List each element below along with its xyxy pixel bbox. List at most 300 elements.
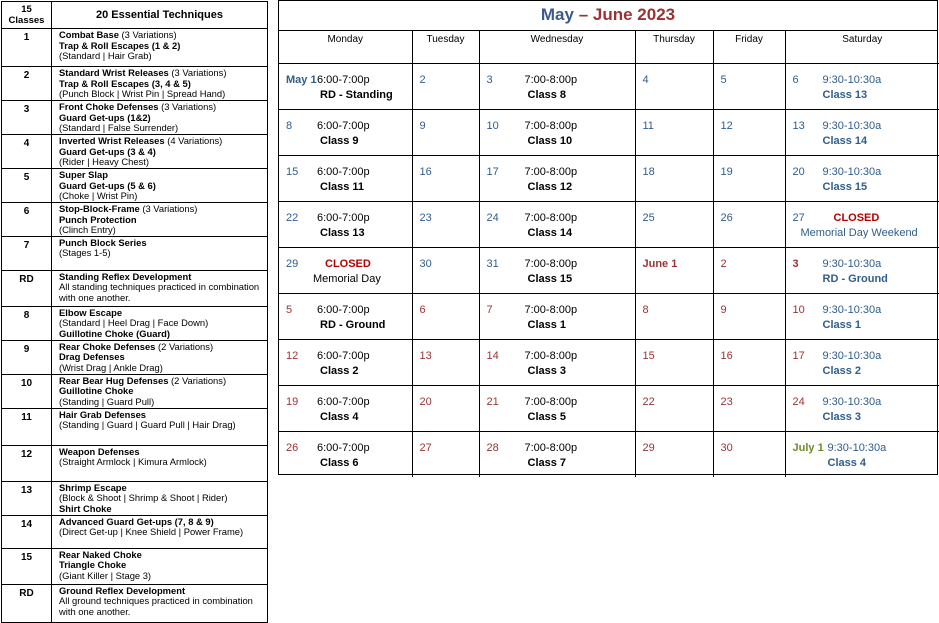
technique-line [59,248,265,259]
technique-name: Guillotine Choke [59,385,134,397]
technique-row [2,408,268,445]
classes-count: 15 Classes [8,4,45,26]
class-label: Class 3 [822,411,862,423]
calendar-day-cell [412,340,479,386]
day-number: 16 [419,166,432,178]
technique-name: Punch Block Series [59,236,147,248]
holiday-note: Memorial Day Weekend [800,227,918,239]
holiday-note: Memorial Day [313,273,381,285]
technique-number: 9 [2,340,52,374]
day-number: 15 [642,350,655,362]
technique-line [59,607,265,618]
technique-line [59,571,265,582]
technique-number: 14 [2,515,52,548]
technique-description [52,374,268,408]
day-number: 13 [792,120,805,132]
calendar-day-cell [713,202,785,248]
technique-name: Trap & Roll Escapes (3, 4 & 5) [59,77,191,89]
technique-detail: (Standard | False Surrender) [59,122,179,134]
calendar-day-cell [713,64,785,110]
technique-description [52,270,268,306]
technique-detail: All standing techniques practiced in combination [59,281,260,293]
technique-name: Weapon Defenses [59,445,140,457]
technique-name: Stop-Block-Frame [59,203,140,214]
technique-detail: (Stages 1-5) [59,247,111,259]
day-number: 21 [486,396,499,408]
class-time: 7:00-8:00p [524,166,578,178]
technique-detail: (Standard | Hair Grab) [59,50,152,62]
calendar-week [279,432,939,478]
day-number: 24 [486,212,499,224]
class-time: 7:00-8:00p [524,258,578,270]
technique-line [59,397,265,408]
technique-description [52,169,268,203]
technique-name: Guard Get-ups (3 & 4) [59,145,156,157]
class-label: Class 4 [320,411,359,423]
technique-number: 5 [2,169,52,203]
technique-line [59,420,265,431]
class-label: Class 11 [320,181,365,193]
class-time: 7:00-8:00p [524,396,578,408]
calendar-day-cell [635,248,713,294]
closed-label: CLOSED [833,212,880,224]
class-label: Class 15 [527,273,573,285]
day-number: May 1 [286,74,317,86]
technique-number: 2 [2,67,52,101]
technique-name: Super Slap [59,169,108,180]
calendar-day-cell [412,202,479,248]
day-number: 15 [286,166,299,178]
technique-row [2,374,268,408]
technique-line [59,293,265,304]
day-number: 28 [486,442,499,454]
class-label: Class 1 [527,319,567,331]
calendar-week [279,156,939,202]
technique-name: Standing Reflex Development [59,270,192,282]
calendar-day-cell [713,110,785,156]
calendar-day-cell [479,386,635,432]
class-time: 6:00-7:00p [317,166,370,178]
day-number: 17 [486,166,499,178]
day-number: 20 [419,396,432,408]
calendar-day-cell [479,294,635,340]
weekday-header: Monday [279,31,412,64]
technique-name: Trap & Roll Escapes (1 & 2) [59,39,181,51]
technique-line [59,363,265,374]
day-number: 30 [419,258,432,270]
calendar-day-cell [412,294,479,340]
day-number: 26 [720,212,733,224]
title-may: May [540,5,574,24]
day-number: 8 [286,120,293,132]
calendar-day-cell [635,202,713,248]
day-number: 29 [286,258,299,270]
technique-detail: (2 Variations) [155,340,214,352]
day-number: 25 [642,212,655,224]
technique-name: Combat Base [59,29,119,40]
calendar-day-cell [479,156,635,202]
technique-name: Guard Get-ups (5 & 6) [59,179,156,191]
day-number: 10 [792,304,805,316]
technique-number: 6 [2,203,52,237]
class-label: Class 13 [320,227,365,239]
weekday-header: Saturday [785,31,939,64]
technique-description [52,135,268,169]
day-number: 16 [720,350,733,362]
day-number: June 1 [642,258,678,270]
technique-name: Hair Grab Defenses [59,408,147,420]
technique-row [2,236,268,270]
technique-row [2,29,268,67]
day-number: 2 [720,258,727,270]
day-number: 2 [419,74,426,86]
technique-number: 13 [2,481,52,515]
calendar-grid [279,31,939,477]
calendar-day-cell [479,64,635,110]
weekday-header: Friday [713,31,785,64]
day-number: 12 [720,120,733,132]
technique-number: 1 [2,29,52,67]
technique-detail: with one another. [59,605,131,617]
class-label: Class 4 [827,457,867,469]
day-number: 30 [720,442,733,454]
day-number: 14 [486,350,499,362]
day-number: 6 [419,304,426,316]
technique-name: Elbow Escape [59,306,123,318]
class-time: 9:30-10:30a [822,166,882,178]
class-time: 9:30-10:30a [822,120,882,132]
day-number: 9 [419,120,426,132]
calendar-day-cell [279,110,412,156]
calendar-day-cell [713,432,785,478]
calendar-week [279,64,939,110]
class-label: Class 3 [527,365,567,377]
technique-description [52,306,268,340]
technique-name: Shirt Choke [59,502,112,514]
calendar-day-cell [635,64,713,110]
calendar-day-cell [412,156,479,202]
technique-detail: (Punch Block | Wrist Pin | Spread Hand) [59,88,226,100]
techniques-table [1,1,268,623]
technique-row [2,445,268,481]
technique-name: Ground Reflex Development [59,584,186,596]
class-time: 6:00-7:00p [317,74,370,86]
technique-line [59,527,265,538]
technique-name: Rear Naked Choke [59,548,142,560]
calendar-day-cell [785,64,939,110]
calendar-day-cell [412,248,479,294]
calendar-day-cell [279,386,412,432]
class-time: 6:00-7:00p [317,304,370,316]
technique-name: Rear Choke Defenses [59,340,156,352]
technique-name: Guillotine Choke (Guard) [59,327,170,339]
technique-description [52,67,268,101]
technique-description [52,236,268,270]
technique-number: 11 [2,408,52,445]
technique-number: RD [2,270,52,306]
calendar-day-cell [635,340,713,386]
calendar-day-cell [279,294,412,340]
technique-description [52,340,268,374]
day-number: 3 [792,258,799,270]
day-number: 3 [486,74,493,86]
calendar-day-cell [412,64,479,110]
technique-line [59,123,265,134]
calendar-week [279,248,939,294]
class-label: RD - Ground [822,273,888,285]
technique-description [52,203,268,237]
calendar-day-cell [713,340,785,386]
calendar-day-cell [635,294,713,340]
calendar-day-cell [713,156,785,202]
class-time: 7:00-8:00p [524,212,578,224]
calendar-day-cell [713,294,785,340]
technique-row [2,203,268,237]
calendar-day-cell [635,386,713,432]
calendar-day-cell [279,432,412,478]
technique-line [59,225,265,236]
calendar-day-cell [479,248,635,294]
calendar-day-cell [713,386,785,432]
technique-line [59,504,265,515]
day-number: 22 [286,212,299,224]
technique-detail: (Standing | Guard Pull) [59,395,155,407]
technique-name: Guard Get-ups (1&2) [59,111,151,123]
day-number: 31 [486,258,499,270]
calendar-week [279,202,939,248]
calendar [278,0,938,475]
technique-line [59,457,265,468]
calendar-day-cell [479,340,635,386]
class-label: Class 6 [320,457,359,469]
day-number: 24 [792,396,805,408]
technique-description [52,29,268,67]
technique-line [59,89,265,100]
technique-name: Drag Defenses [59,351,125,363]
technique-detail: (Choke | Wrist Pin) [59,190,138,202]
techniques-title: 20 Essential Techniques [52,2,268,29]
calendar-day-cell [279,202,412,248]
calendar-day-cell [279,156,412,202]
day-number: 19 [286,396,299,408]
technique-number: 7 [2,236,52,270]
calendar-day-cell [635,432,713,478]
class-time: 9:30-10:30a [822,396,882,408]
technique-detail: (Block & Shoot | Shrimp & Shoot | Rider) [59,492,228,504]
technique-name: Triangle Choke [59,559,127,571]
day-number: 6 [792,74,799,86]
calendar-day-cell [785,110,939,156]
class-time: 6:00-7:00p [317,350,370,362]
technique-detail: (3 Variations) [118,29,177,40]
calendar-day-cell [785,202,939,248]
day-number: 7 [486,304,493,316]
day-number: July 1 [792,442,824,454]
class-label: Class 13 [822,89,868,101]
calendar-week [279,110,939,156]
calendar-day-cell [785,156,939,202]
class-time: 6:00-7:00p [317,396,370,408]
day-number: 13 [419,350,432,362]
class-label: Class 12 [527,181,573,193]
technique-row [2,481,268,515]
techniques-rows [2,29,268,623]
class-label: Class 14 [822,135,868,147]
technique-detail: with one another. [59,291,131,303]
technique-detail: (3 Variations) [168,67,227,78]
calendar-week [279,386,939,432]
class-time: 9:30-10:30a [822,304,882,316]
class-label: Class 9 [320,135,359,147]
class-time: 7:00-8:00p [524,350,578,362]
technique-row [2,548,268,584]
class-time: 7:00-8:00p [524,74,578,86]
technique-description [52,515,268,548]
calendar-week [279,294,939,340]
day-number: 20 [792,166,805,178]
day-number: 5 [720,74,727,86]
day-number: 12 [286,350,299,362]
technique-number: 15 [2,548,52,584]
closed-label: CLOSED [325,258,371,270]
technique-row [2,340,268,374]
class-label: Class 7 [527,457,567,469]
class-label: Class 1 [822,319,862,331]
class-time: 9:30-10:30a [822,350,882,362]
technique-description [52,481,268,515]
technique-row [2,584,268,622]
technique-detail: (3 Variations) [139,203,198,214]
day-number: 11 [642,120,654,132]
class-label: RD - Ground [320,319,386,331]
day-number: 23 [419,212,432,224]
technique-detail: (Wrist Drag | Ankle Drag) [59,361,163,373]
calendar-day-cell [785,340,939,386]
title-june: – June 2023 [578,5,676,24]
day-number: 23 [720,396,733,408]
technique-detail: (Straight Armlock | Kimura Armlock) [59,456,207,468]
technique-number: 8 [2,306,52,340]
technique-line [59,329,265,340]
technique-number: RD [2,584,52,622]
class-label: Class 5 [527,411,567,423]
technique-name: Shrimp Escape [59,481,127,493]
day-number: 27 [792,212,805,224]
class-time: 9:30-10:30a [827,442,887,454]
class-label: RD - Standing [320,89,393,101]
technique-number: 12 [2,445,52,481]
day-number: 8 [642,304,649,316]
technique-detail: All ground techniques practiced in combination [59,595,253,607]
technique-name: Inverted Wrist Releases [59,135,165,146]
technique-name: Standard Wrist Releases [59,67,169,78]
technique-row [2,306,268,340]
calendar-day-cell [279,64,412,110]
technique-detail: (4 Variations) [164,135,223,146]
calendar-day-cell [279,340,412,386]
class-time: 7:00-8:00p [524,120,578,132]
technique-row [2,135,268,169]
calendar-day-cell [479,202,635,248]
calendar-day-cell [785,386,939,432]
calendar-day-cell [635,156,713,202]
day-number: 4 [642,74,649,86]
day-number: 29 [642,442,655,454]
calendar-day-cell [279,248,412,294]
day-number: 18 [642,166,655,178]
class-time: 6:00-7:00p [317,120,370,132]
calendar-day-cell [412,432,479,478]
class-label: Class 15 [822,181,868,193]
technique-description [52,548,268,584]
class-label: Class 14 [527,227,573,239]
class-time: 9:30-10:30a [822,258,882,270]
day-number: 5 [286,304,293,316]
technique-number: 3 [2,101,52,135]
technique-name: Punch Protection [59,213,137,225]
class-time: 7:00-8:00p [524,442,578,454]
class-label: Class 10 [527,135,573,147]
technique-detail: (2 Variations) [168,374,227,386]
technique-row [2,67,268,101]
class-label: Class 2 [320,365,359,377]
day-number: 22 [642,396,655,408]
classes-column-header [2,2,52,29]
technique-row [2,515,268,548]
weekday-header: Thursday [635,31,713,64]
technique-detail: (3 Variations) [158,101,217,112]
class-time: 9:30-10:30a [822,74,882,86]
calendar-day-cell [635,110,713,156]
technique-line [59,191,265,202]
calendar-day-cell [479,110,635,156]
technique-name: Advanced Guard Get-ups (7, 8 & 9) [59,515,214,527]
calendar-day-cell [785,432,939,478]
class-time: 6:00-7:00p [317,212,370,224]
day-number: 10 [486,120,499,132]
technique-detail: (Standard | Heel Drag | Face Down) [59,317,209,329]
weekday-header: Wednesday [479,31,635,64]
technique-detail: (Direct Get-up | Knee Shield | Power Frame) [59,526,244,538]
calendar-day-cell [479,432,635,478]
technique-description [52,101,268,135]
technique-description [52,584,268,622]
calendar-day-cell [412,386,479,432]
technique-name: Rear Bear Hug Defenses [59,374,169,386]
technique-description [52,445,268,481]
technique-line [59,157,265,168]
class-label: Class 2 [822,365,862,377]
technique-detail: (Rider | Heavy Chest) [59,156,149,168]
technique-name: Front Choke Defenses [59,101,159,112]
technique-detail: (Giant Killer | Stage 3) [59,569,152,581]
technique-row [2,169,268,203]
day-number: 27 [419,442,432,454]
technique-line [59,51,265,62]
class-label: Class 8 [527,89,567,101]
technique-row [2,101,268,135]
calendar-day-cell [713,248,785,294]
weekday-header: Tuesday [412,31,479,64]
technique-description [52,408,268,445]
day-number: 19 [720,166,733,178]
technique-detail: (Clinch Entry) [59,224,116,236]
calendar-week [279,340,939,386]
technique-number: 4 [2,135,52,169]
day-number: 9 [720,304,727,316]
calendar-day-cell [785,294,939,340]
technique-number: 10 [2,374,52,408]
